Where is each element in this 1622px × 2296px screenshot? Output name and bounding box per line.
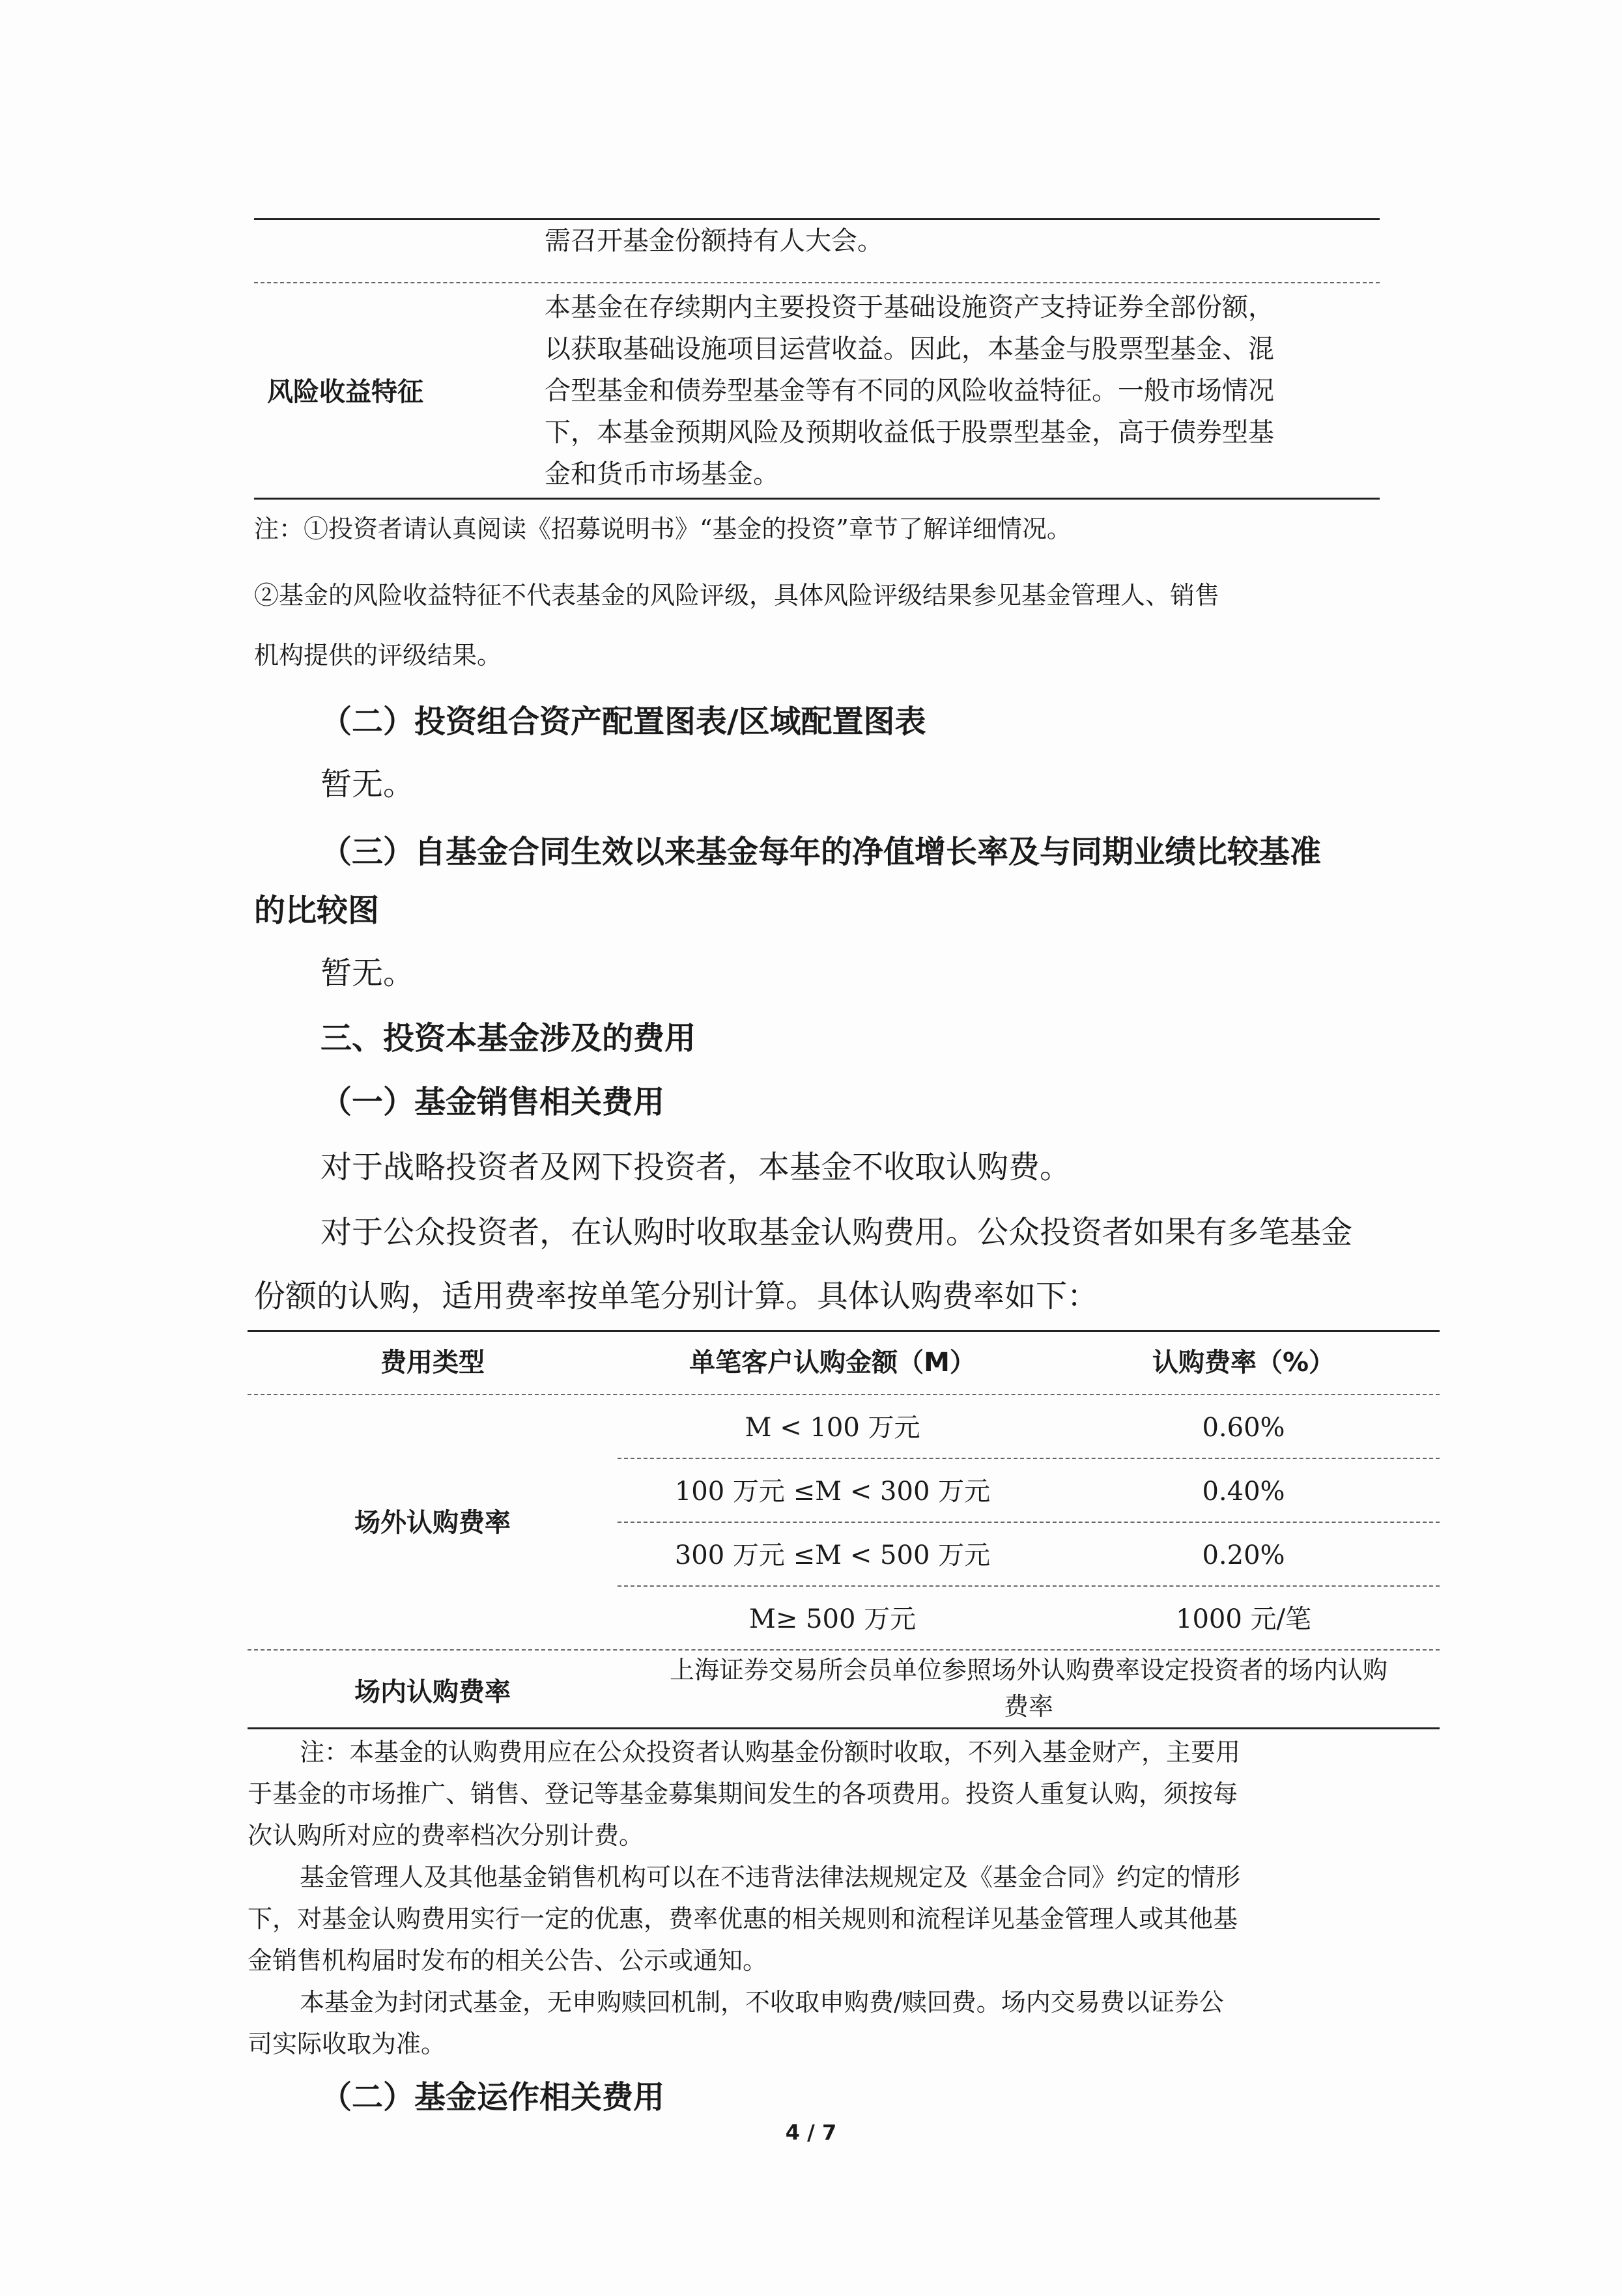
section-2-2-heading: （二）投资组合资产配置图表/区域配置图表 bbox=[320, 703, 926, 740]
risk-line-5: 金和货币市场基金。 bbox=[545, 459, 779, 489]
fee-header-type: 费用类型 bbox=[380, 1348, 485, 1378]
risk-label: 风险收益特征 bbox=[267, 377, 423, 407]
offsite-fee-label: 场外认购费率 bbox=[354, 1508, 511, 1538]
risk-line-4: 下，本基金预期风险及预期收益低于股票型基金，高于债券型基 bbox=[545, 418, 1274, 447]
fee-row-1-rule bbox=[618, 1458, 1440, 1459]
fee-row-1-rate: 0.60% bbox=[1202, 1413, 1285, 1443]
fee-row-2-rule bbox=[618, 1522, 1440, 1523]
top-table-rule-bottom bbox=[254, 498, 1380, 500]
page-number: 4 / 7 bbox=[785, 2120, 837, 2145]
holder-meeting-text: 需召开基金份额持有人大会。 bbox=[545, 226, 883, 256]
onsite-fee-text-line-2: 费率 bbox=[1003, 1692, 1053, 1721]
fee-table-rule-bottom bbox=[248, 1727, 1440, 1729]
section-3-p1: 对于战略投资者及网下投资者，本基金不收取认购费。 bbox=[320, 1149, 1072, 1185]
section-3-1-heading: （一）基金销售相关费用 bbox=[320, 1084, 665, 1120]
risk-line-2: 以获取基础设施项目运营收益。因此，本基金与股票型基金、混 bbox=[545, 334, 1274, 364]
section-3-2-heading: （二）基金运作相关费用 bbox=[320, 2079, 665, 2116]
fee-row-3-amount: 300 万元 ≤M < 500 万元 bbox=[674, 1540, 991, 1570]
fee-table-rule-top bbox=[248, 1330, 1440, 1332]
fee-row-4-rate: 1000 元/笔 bbox=[1176, 1604, 1311, 1634]
fee-note-3-line-1: 本基金为封闭式基金，无申购赎回机制，不收取申购费/赎回费。场内交易费以证券公 bbox=[300, 1988, 1224, 2017]
fee-table-rule-header bbox=[248, 1394, 1440, 1395]
onsite-fee-text-line-1: 上海证券交易所会员单位参照场外认购费率设定投资者的场内认购 bbox=[669, 1656, 1387, 1684]
fee-row-3-rule bbox=[618, 1585, 1440, 1587]
risk-line-1: 本基金在存续期内主要投资于基础设施资产支持证券全部份额， bbox=[545, 292, 1274, 322]
fee-row-4-amount: M≥ 500 万元 bbox=[748, 1604, 917, 1634]
top-table-rule-mid bbox=[254, 282, 1380, 283]
fee-row-3-rate: 0.20% bbox=[1202, 1540, 1285, 1570]
fee-header-rate: 认购费率（%） bbox=[1152, 1348, 1335, 1378]
note-2-line-2: 机构提供的评级结果。 bbox=[254, 641, 502, 670]
fee-row-1-amount: M < 100 万元 bbox=[745, 1413, 920, 1443]
fee-note-2-line-2: 下，对基金认购费用实行一定的优惠，费率优惠的相关规则和流程详见基金管理人或其他基 bbox=[248, 1905, 1238, 1933]
section-2-3-heading-line-1: （三）自基金合同生效以来基金每年的净值增长率及与同期业绩比较基准 bbox=[320, 834, 1322, 870]
fee-note-3-line-2: 司实际收取为准。 bbox=[248, 2030, 446, 2058]
note-1: 注：①投资者请认真阅读《招募说明书》“基金的投资”章节了解详细情况。 bbox=[254, 515, 1072, 543]
section-3-heading: 三、投资本基金涉及的费用 bbox=[320, 1020, 696, 1056]
section-3-p2-line-1: 对于公众投资者，在认购时收取基金认购费用。公众投资者如果有多笔基金 bbox=[320, 1214, 1353, 1251]
section-2-3-heading-line-2: 的比较图 bbox=[254, 892, 380, 929]
fee-row-2-amount: 100 万元 ≤M < 300 万元 bbox=[674, 1477, 991, 1507]
fee-row-2-rate: 0.40% bbox=[1202, 1477, 1285, 1507]
fee-note-2-line-3: 金销售机构届时发布的相关公告、公示或通知。 bbox=[248, 1946, 768, 1975]
section-3-p2-line-2: 份额的认购，适用费率按单笔分别计算。具体认购费率如下： bbox=[254, 1278, 1099, 1314]
fee-note-1-line-2: 于基金的市场推广、销售、登记等基金募集期间发生的各项费用。投资人重复认购，须按每 bbox=[248, 1779, 1238, 1808]
onsite-fee-label: 场内认购费率 bbox=[354, 1677, 511, 1707]
risk-line-3: 合型基金和债券型基金等有不同的风险收益特征。一般市场情况 bbox=[545, 376, 1274, 406]
section-2-2-body: 暂无。 bbox=[320, 766, 415, 802]
section-2-3-body: 暂无。 bbox=[320, 955, 415, 991]
fee-note-1-line-3: 次认购所对应的费率档次分别计费。 bbox=[248, 1821, 644, 1850]
fee-note-1-line-1: 注：本基金的认购费用应在公众投资者认购基金份额时收取，不列入基金财产，主要用 bbox=[300, 1738, 1241, 1766]
fee-note-2-line-1: 基金管理人及其他基金销售机构可以在不违背法律法规规定及《基金合同》约定的情形 bbox=[300, 1863, 1241, 1892]
fee-table-rule-onsite bbox=[248, 1649, 1440, 1651]
note-2-line-1: ②基金的风险收益特征不代表基金的风险评级，具体风险评级结果参见基金管理人、销售 bbox=[254, 581, 1220, 610]
fee-header-amount: 单笔客户认购金额（M） bbox=[689, 1348, 976, 1378]
